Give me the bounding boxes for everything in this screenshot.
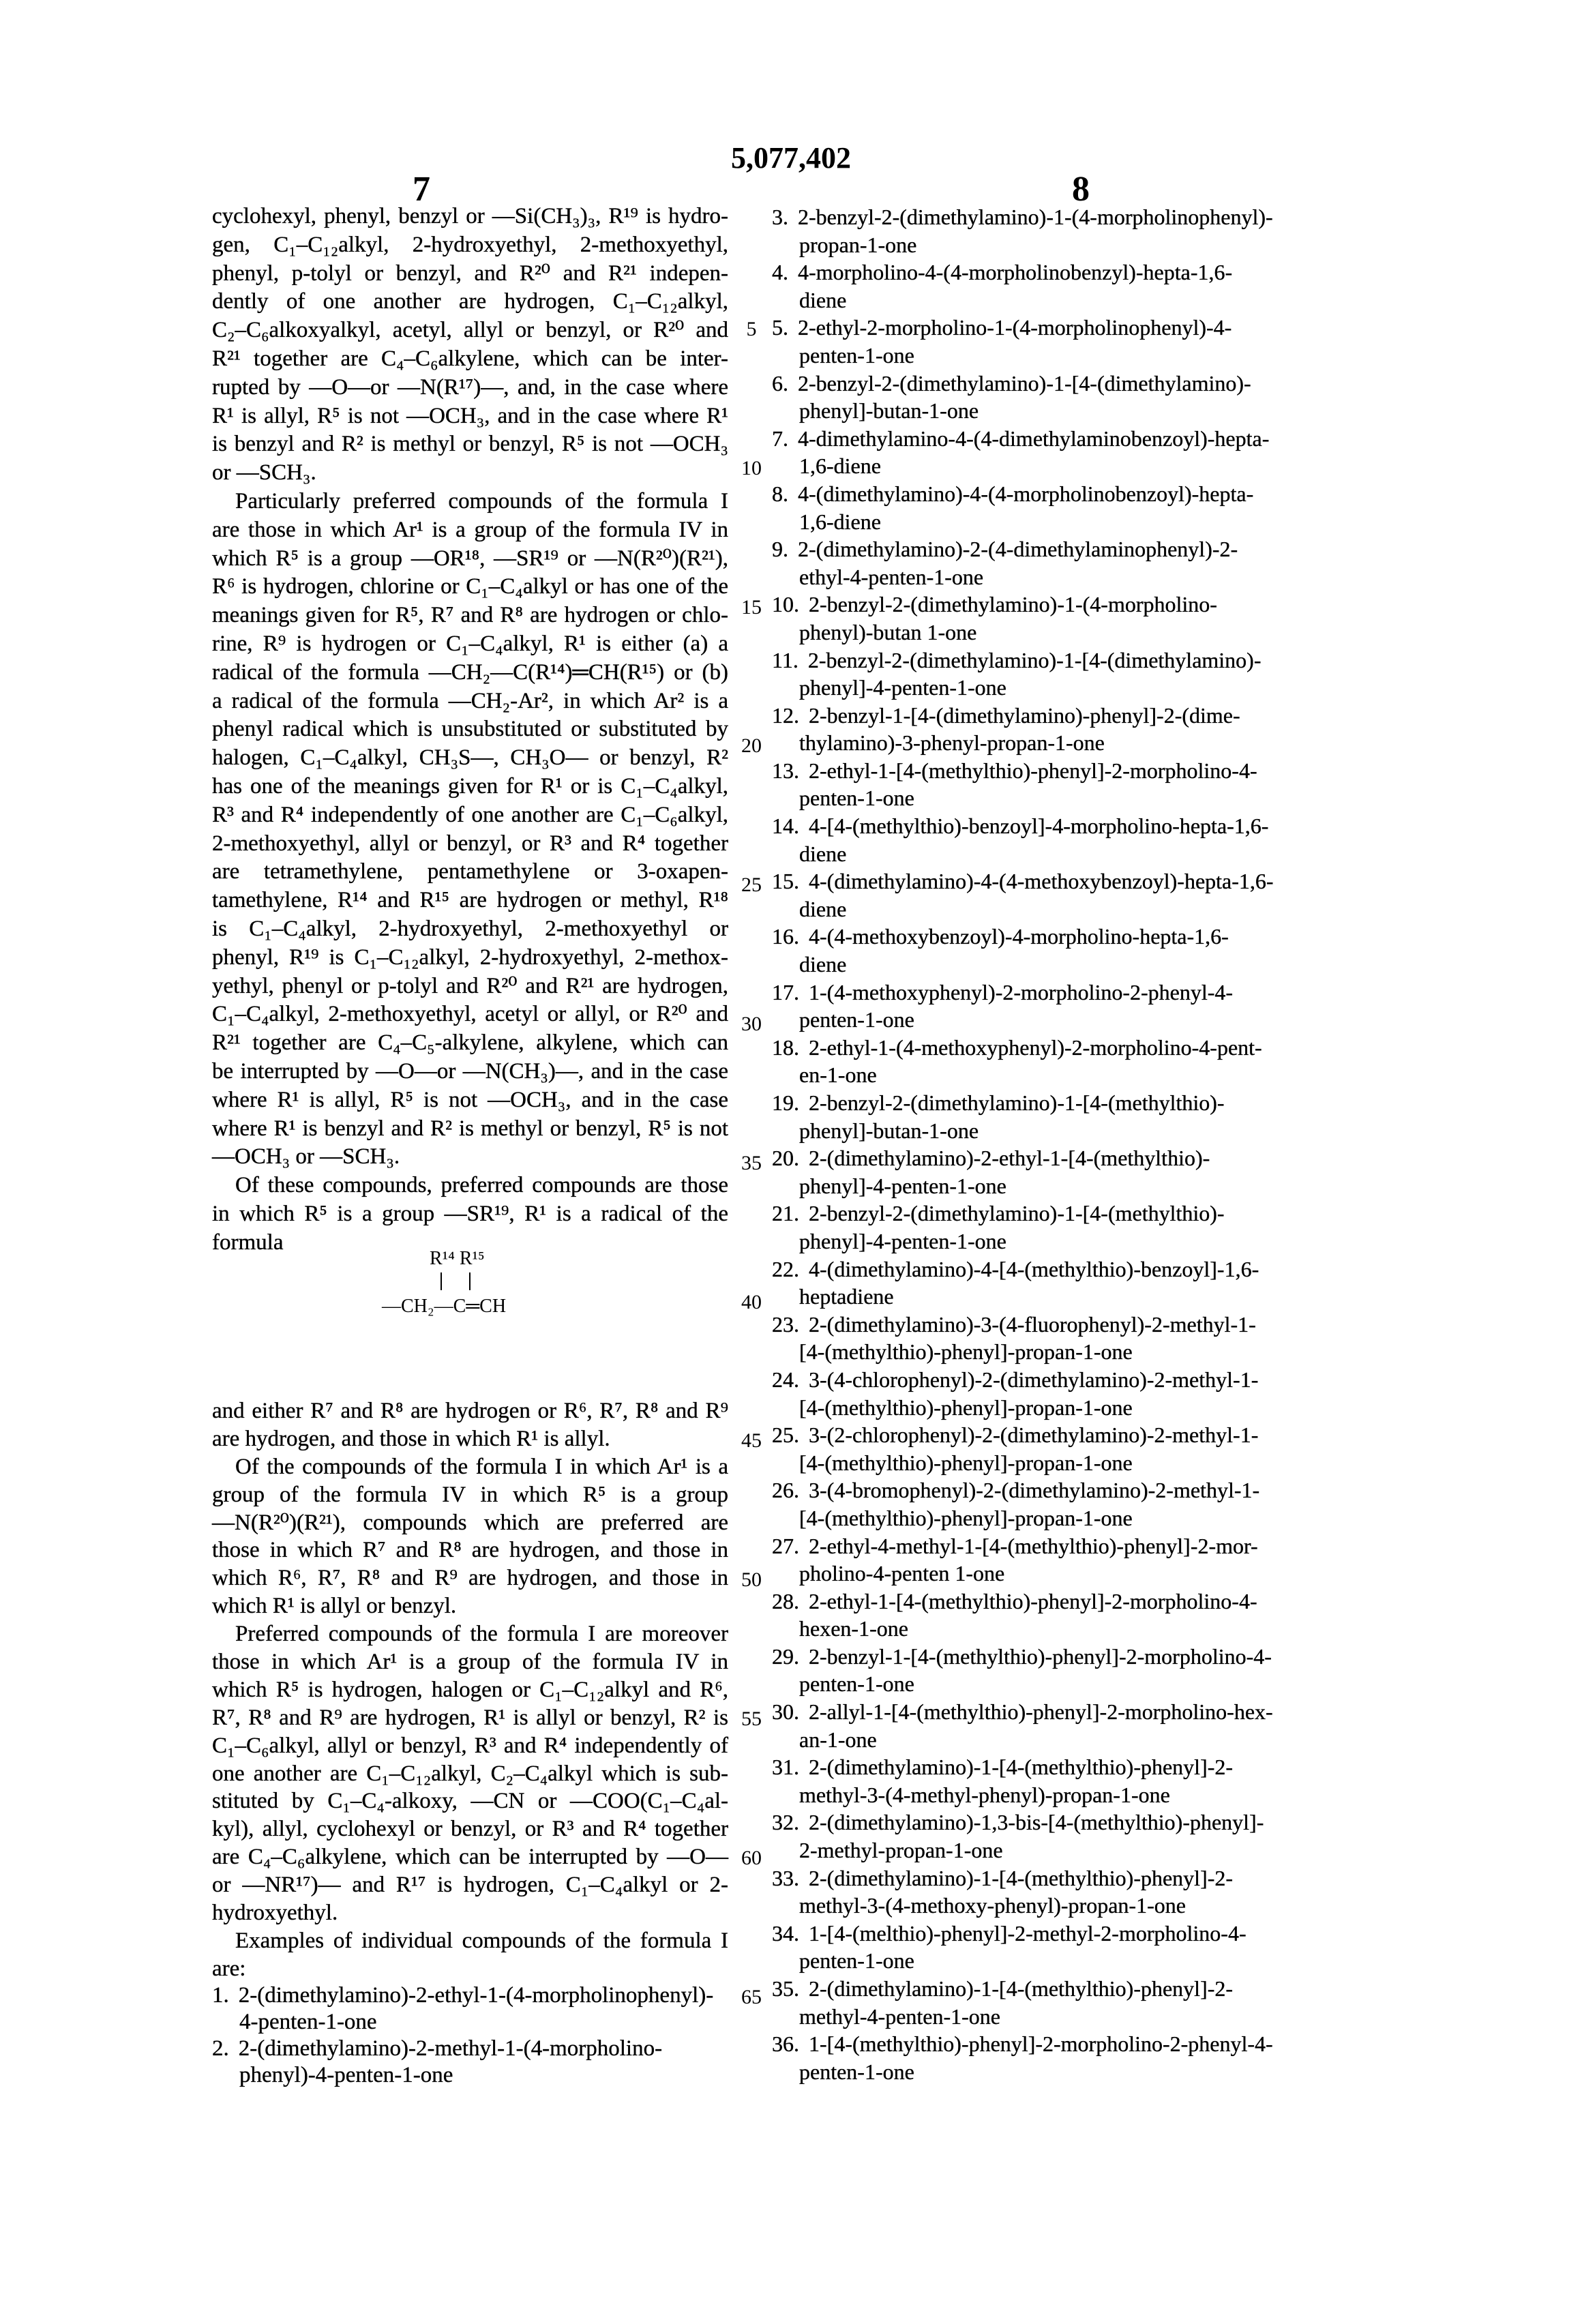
text-line: halogen, C₁–C₄alkyl, CH₃S—, CH₃O— or benzyl, R² — [212, 744, 728, 773]
example-continuation: [4-(methylthio)-phenyl]-propan-1-one — [772, 1449, 1377, 1477]
example-item — [772, 1588, 1377, 1643]
text-line: or —SCH₃. — [212, 459, 728, 488]
example-continuation: penten-1-one — [772, 2058, 1377, 2086]
example-continuation: heptadiene — [772, 1283, 1377, 1311]
example-number: 9. — [772, 535, 798, 563]
example-first-line — [772, 1698, 1377, 1726]
example-first-line — [772, 535, 1377, 563]
example-text: 4-(dimethylamino)-4-(4-morpholinobenzoyl)-hepta- — [798, 480, 1377, 508]
example-continuation: penten-1-one — [772, 342, 1377, 370]
example-first-line — [772, 1476, 1377, 1504]
example-item — [772, 1920, 1377, 1975]
example-first-line — [772, 1975, 1377, 2003]
example-continuation: 4-penten-1-one — [212, 2008, 728, 2036]
example-number: 8. — [772, 480, 798, 508]
example-first-line — [772, 979, 1377, 1007]
example-item — [212, 1983, 728, 2036]
formula-substituents: R¹⁴ R¹⁵ — [430, 1248, 485, 1270]
example-continuation: pholino-4-penten 1-one — [772, 1560, 1377, 1588]
text-line: R⁶ is hydrogen, chlorine or C₁–C₄alkyl or has one of the — [212, 573, 728, 601]
example-first-line — [772, 1920, 1377, 1948]
example-item — [772, 1366, 1377, 1421]
example-first-line — [772, 1421, 1377, 1449]
example-text: 2-benzyl-2-(dimethylamino)-1-[4-(dimethylamino)- — [808, 646, 1377, 674]
text-line: yethyl, phenyl or p-tolyl and R²⁰ and R²¹ are hydrogen, — [212, 972, 728, 1001]
example-first-line — [772, 1200, 1377, 1227]
example-first-line — [772, 425, 1377, 453]
example-text: 4-morpholino-4-(4-morpholinobenzyl)-hepta-1,6- — [798, 258, 1377, 286]
example-text: 2-(dimethylamino)-3-(4-fluorophenyl)-2-methyl-1- — [809, 1311, 1377, 1339]
example-continuation: diene — [772, 951, 1377, 979]
patent-number: 5,077,402 — [0, 140, 1582, 175]
example-item — [772, 1200, 1377, 1255]
text-line: has one of the meanings given for R¹ or is C₁–C₄alkyl, — [212, 773, 728, 801]
line-number: 25 — [738, 874, 765, 897]
left-column-text-bottom — [212, 1397, 728, 2089]
left-column-text-top — [212, 203, 728, 1257]
example-number: 16. — [772, 923, 809, 951]
text-line: tamethylene, R¹⁴ and R¹⁵ are hydrogen or methyl, R¹⁸ — [212, 887, 728, 915]
example-text: 2-(dimethylamino)-1,3-bis-[4-(methylthio)-phenyl]- — [809, 1808, 1377, 1836]
example-number: 34. — [772, 1920, 809, 1948]
example-text: 4-[4-(methylthio)-benzoyl]-4-morpholino-hepta-1,6- — [809, 812, 1377, 840]
example-first-line — [772, 1311, 1377, 1339]
text-line: where R¹ is allyl, R⁵ is not —OCH₃, and in the case — [212, 1086, 728, 1115]
example-item — [772, 1864, 1377, 1920]
example-continuation: penten-1-one — [772, 1670, 1377, 1698]
example-number: 13. — [772, 757, 809, 785]
example-continuation: 1,6-diene — [772, 508, 1377, 536]
example-item — [212, 2036, 728, 2089]
example-item — [772, 1643, 1377, 1698]
example-continuation: penten-1-one — [772, 1006, 1377, 1034]
example-first-line — [772, 1089, 1377, 1117]
example-item — [772, 1311, 1377, 1366]
example-continuation: propan-1-one — [772, 231, 1377, 259]
example-continuation: thylamino)-3-phenyl-propan-1-one — [772, 729, 1377, 757]
example-number: 18. — [772, 1034, 809, 1062]
example-continuation: methyl-3-(4-methyl-phenyl)-propan-1-one — [772, 1781, 1377, 1809]
example-continuation: phenyl]-butan-1-one — [772, 397, 1377, 425]
text-line: radical of the formula —CH₂—C(R¹⁴)═CH(R¹⁵) or (b) — [212, 659, 728, 687]
example-number: 27. — [772, 1532, 809, 1560]
example-first-line — [772, 1532, 1377, 1560]
text-line: Preferred compounds of the formula I are moreover — [212, 1620, 728, 1648]
example-item — [772, 1089, 1377, 1144]
text-line: or —NR¹⁷)— and R¹⁷ is hydrogen, C₁–C₄alkyl or 2- — [212, 1871, 728, 1899]
example-item — [772, 1255, 1377, 1311]
line-number: 30 — [738, 1013, 765, 1036]
example-text: 2-benzyl-1-[4-(dimethylamino)-phenyl]-2-(dime- — [809, 702, 1377, 730]
example-first-line — [772, 923, 1377, 951]
example-item — [772, 2030, 1377, 2085]
example-item — [772, 535, 1377, 591]
example-text: 2-(dimethylamino)-1-[4-(methylthio)-phenyl]-2- — [809, 1975, 1377, 2003]
text-line: rine, R⁹ is hydrogen or C₁–C₄alkyl, R¹ is either (a) a — [212, 630, 728, 659]
example-number: 11. — [772, 646, 808, 674]
example-item — [772, 702, 1377, 757]
text-line: kyl), allyl, cyclohexyl or benzyl, or R³ and R⁴ together — [212, 1815, 728, 1843]
example-item — [772, 1808, 1377, 1864]
example-item — [772, 314, 1377, 369]
example-continuation: ethyl-4-penten-1-one — [772, 563, 1377, 591]
text-line: Particularly preferred compounds of the formula I — [212, 488, 728, 516]
example-number: 28. — [772, 1588, 809, 1615]
example-number: 21. — [772, 1200, 809, 1227]
text-line: Examples of individual compounds of the formula I — [212, 1927, 728, 1955]
example-item — [772, 1421, 1377, 1476]
example-first-line — [772, 1588, 1377, 1615]
example-text: 2-(dimethylamino)-2-(4-dimethylaminophenyl)-2- — [798, 535, 1377, 563]
example-continuation: 1,6-diene — [772, 452, 1377, 480]
example-continuation: [4-(methylthio)-phenyl]-propan-1-one — [772, 1338, 1377, 1366]
example-first-line — [212, 1983, 728, 2008]
line-number: 10 — [738, 457, 765, 480]
example-continuation: en-1-one — [772, 1061, 1377, 1089]
example-item — [772, 1698, 1377, 1753]
example-text: 4-(dimethylamino)-4-(4-methoxybenzoyl)-hepta-1,6- — [809, 867, 1377, 895]
example-item — [772, 1476, 1377, 1532]
text-line: a radical of the formula —CH₂-Ar², in which Ar² is a — [212, 687, 728, 716]
line-number: 15 — [738, 596, 765, 619]
example-number: 26. — [772, 1476, 809, 1504]
text-line: R¹ is allyl, R⁵ is not —OCH₃, and in the case where R¹ — [212, 402, 728, 431]
example-text: 4-(4-methoxybenzoyl)-4-morpholino-hepta-1,6- — [809, 923, 1377, 951]
text-line: gen, C₁–C₁₂alkyl, 2-hydroxyethyl, 2-methoxyethyl, — [212, 231, 728, 260]
text-line: C₁–C₆alkyl, allyl or benzyl, R³ and R⁴ independently of — [212, 1732, 728, 1760]
example-text: 3-(4-bromophenyl)-2-(dimethylamino)-2-methyl-1- — [809, 1476, 1377, 1504]
example-text: 1-(4-methoxyphenyl)-2-morpholino-2-phenyl-4- — [809, 979, 1377, 1007]
example-number: 19. — [772, 1089, 809, 1117]
example-continuation: methyl-4-penten-1-one — [772, 2003, 1377, 2031]
example-continuation: diene — [772, 286, 1377, 314]
example-first-line — [772, 591, 1377, 619]
example-first-line — [772, 1864, 1377, 1892]
example-number: 32. — [772, 1808, 809, 1836]
example-number: 23. — [772, 1311, 809, 1339]
example-text: 2-benzyl-1-[4-(methylthio)-phenyl]-2-morpholino-4- — [809, 1643, 1377, 1671]
example-number: 29. — [772, 1643, 809, 1671]
example-number: 33. — [772, 1864, 809, 1892]
text-line: phenyl, p-tolyl or benzyl, and R²⁰ and R²¹ indepen- — [212, 260, 728, 288]
example-number: 31. — [772, 1753, 809, 1781]
example-text: 2-(dimethylamino)-1-[4-(methylthio)-phenyl]-2- — [809, 1864, 1377, 1892]
text-line: Of these compounds, preferred compounds are those — [212, 1172, 728, 1200]
example-continuation: penten-1-one — [772, 1947, 1377, 1975]
text-line: those in which R⁷ and R⁸ are hydrogen, and those in — [212, 1536, 728, 1564]
example-number: 2. — [212, 2036, 239, 2061]
example-text: 3-(4-chlorophenyl)-2-(dimethylamino)-2-methyl-1- — [809, 1366, 1377, 1394]
example-continuation: phenyl)-butan 1-one — [772, 619, 1377, 646]
text-line: one another are C₁–C₁₂alkyl, C₂–C₄alkyl which is sub- — [212, 1760, 728, 1788]
text-line: C₂–C₆alkoxyalkyl, acetyl, allyl or benzyl, or R²⁰ and — [212, 316, 728, 345]
example-continuation: penten-1-one — [772, 784, 1377, 812]
line-number: 60 — [738, 1847, 765, 1870]
example-number: 25. — [772, 1421, 809, 1449]
example-item — [772, 867, 1377, 923]
example-text: 2-benzyl-2-(dimethylamino)-1-[4-(dimethylamino)- — [798, 370, 1377, 398]
text-line: those in which Ar¹ is a group of the formula IV in — [212, 1648, 728, 1676]
text-line: formula — [212, 1229, 728, 1257]
text-line: be interrupted by —O—or —N(CH₃)—, and in the case — [212, 1058, 728, 1086]
example-text: 2-ethyl-4-methyl-1-[4-(methylthio)-phenyl]-2-mor- — [809, 1532, 1377, 1560]
example-first-line — [772, 2030, 1377, 2058]
example-number: 12. — [772, 702, 809, 730]
text-line: C₁–C₄alkyl, 2-methoxyethyl, acetyl or allyl, or R²⁰ and — [212, 1000, 728, 1029]
line-number: 50 — [738, 1568, 765, 1592]
example-number: 24. — [772, 1366, 809, 1394]
example-first-line — [772, 370, 1377, 398]
line-number: 65 — [738, 1986, 765, 2009]
formula-bond — [469, 1272, 471, 1290]
example-item — [772, 591, 1377, 646]
example-continuation: phenyl]-4-penten-1-one — [772, 674, 1377, 702]
text-line: which R⁵ is a group —OR¹⁸, —SR¹⁹ or —N(R²⁰)(R²¹), — [212, 545, 728, 573]
example-text: 1-[4-(methylthio)-phenyl]-2-morpholino-2-phenyl-4- — [809, 2030, 1377, 2058]
text-line: —OCH₃ or —SCH₃. — [212, 1143, 728, 1172]
example-continuation: methyl-3-(4-methoxy-phenyl)-propan-1-one — [772, 1892, 1377, 1920]
text-line: R²¹ together are C₄–C₅-alkylene, alkylene, which can — [212, 1029, 728, 1058]
example-number: 35. — [772, 1975, 809, 2003]
text-line: are: — [212, 1955, 728, 1983]
example-number: 3. — [772, 203, 798, 231]
text-line: rupted by —O—or —N(R¹⁷)—, and, in the case where — [212, 374, 728, 402]
line-number: 35 — [738, 1152, 765, 1175]
text-line: 2-methoxyethyl, allyl or benzyl, or R³ and R⁴ together — [212, 830, 728, 859]
example-number: 30. — [772, 1698, 809, 1726]
text-line: which R⁵ is hydrogen, halogen or C₁–C₁₂alkyl and R⁶, — [212, 1676, 728, 1704]
example-item — [772, 923, 1377, 978]
example-first-line — [772, 812, 1377, 840]
example-number: 6. — [772, 370, 798, 398]
example-text: 2-benzyl-2-(dimethylamino)-1-(4-morpholino- — [809, 591, 1377, 619]
example-text: 2-benzyl-2-(dimethylamino)-1-[4-(methylthio)- — [809, 1089, 1377, 1117]
example-item — [772, 258, 1377, 314]
example-text: 2-(dimethylamino)-1-[4-(methylthio)-phenyl]-2- — [809, 1753, 1377, 1781]
example-text: 2-ethyl-1-[4-(methylthio)-phenyl]-2-morpholino-4- — [809, 1588, 1377, 1615]
example-number: 20. — [772, 1144, 809, 1172]
text-line: in which R⁵ is a group —SR¹⁹, R¹ is a radical of the — [212, 1200, 728, 1229]
text-line: phenyl, R¹⁹ is C₁–C₁₂alkyl, 2-hydroxyethyl, 2-methox- — [212, 944, 728, 972]
text-line: stituted by C₁–C₄-alkoxy, —CN or —COO(C₁–C₄al- — [212, 1787, 728, 1815]
example-first-line — [772, 1753, 1377, 1781]
text-line: which R¹ is allyl or benzyl. — [212, 1592, 728, 1620]
example-first-line — [772, 646, 1377, 674]
example-number: 14. — [772, 812, 809, 840]
example-text: 2-ethyl-1-(4-methoxyphenyl)-2-morpholino-4-pent- — [809, 1034, 1377, 1062]
example-continuation: hexen-1-one — [772, 1615, 1377, 1643]
example-first-line — [772, 1808, 1377, 1836]
example-item — [772, 1144, 1377, 1200]
example-first-line — [772, 757, 1377, 785]
example-number: 7. — [772, 425, 798, 453]
line-number: 20 — [738, 734, 765, 758]
example-item — [772, 480, 1377, 535]
example-text: 2-ethyl-2-morpholino-1-(4-morpholinophenyl)-4- — [798, 314, 1377, 342]
text-line: —N(R²⁰)(R²¹), compounds which are preferred are — [212, 1509, 728, 1537]
text-line: hydroxyethyl. — [212, 1899, 728, 1927]
formula-main-chain: —CH₂—C═CH — [382, 1296, 506, 1317]
example-item — [772, 370, 1377, 425]
example-first-line — [772, 1366, 1377, 1394]
example-continuation: 2-methyl-propan-1-one — [772, 1836, 1377, 1864]
example-number: 15. — [772, 867, 809, 895]
example-first-line — [772, 1643, 1377, 1671]
example-text: 2-(dimethylamino)-2-ethyl-1-(4-morpholinophenyl)- — [239, 1983, 728, 2008]
example-first-line — [772, 203, 1377, 231]
example-first-line — [772, 314, 1377, 342]
example-first-line — [212, 2036, 728, 2061]
example-item — [772, 757, 1377, 812]
text-line: R⁷, R⁸ and R⁹ are hydrogen, R¹ is allyl or benzyl, R² is — [212, 1704, 728, 1732]
example-item — [772, 1753, 1377, 1808]
example-text: 2-(dimethylamino)-2-ethyl-1-[4-(methylthio)- — [809, 1144, 1377, 1172]
example-item — [772, 812, 1377, 867]
line-number: 5 — [738, 318, 765, 341]
text-line: R²¹ together are C₄–C₆alkylene, which can be inter- — [212, 345, 728, 374]
text-line: are those in which Ar¹ is a group of the formula IV in — [212, 516, 728, 545]
text-line: is C₁–C₄alkyl, 2-hydroxyethyl, 2-methoxyethyl or — [212, 915, 728, 944]
example-text: 2-benzyl-2-(dimethylamino)-1-[4-(methylthio)- — [809, 1200, 1377, 1227]
text-line: Of the compounds of the formula I in which Ar¹ is a — [212, 1453, 728, 1481]
text-line: are hydrogen, and those in which R¹ is allyl. — [212, 1425, 728, 1453]
example-text: 3-(2-chlorophenyl)-2-(dimethylamino)-2-methyl-1- — [809, 1421, 1377, 1449]
example-continuation: diene — [772, 895, 1377, 923]
example-first-line — [772, 258, 1377, 286]
text-line: where R¹ is benzyl and R² is methyl or benzyl, R⁵ is not — [212, 1115, 728, 1144]
example-number: 17. — [772, 979, 809, 1007]
text-line: and either R⁷ and R⁸ are hydrogen or R⁶, R⁷, R⁸ and R⁹ — [212, 1397, 728, 1425]
example-first-line — [772, 1034, 1377, 1062]
text-line: are tetramethylene, pentamethylene or 3-oxapen- — [212, 858, 728, 887]
example-text: 2-ethyl-1-[4-(methylthio)-phenyl]-2-morpholino-4- — [809, 757, 1377, 785]
text-line: group of the formula IV in which R⁵ is a group — [212, 1481, 728, 1509]
example-number: 10. — [772, 591, 809, 619]
text-line: R³ and R⁴ independently of one another are C₁–C₆alkyl, — [212, 801, 728, 830]
example-item — [772, 425, 1377, 480]
example-continuation: phenyl]-butan-1-one — [772, 1117, 1377, 1145]
example-item — [772, 1034, 1377, 1089]
formula-bond — [441, 1272, 442, 1290]
text-line: which R⁶, R⁷, R⁸ and R⁹ are hydrogen, and those in — [212, 1564, 728, 1592]
text-line: dently of one another are hydrogen, C₁–C₁₂alkyl, — [212, 288, 728, 316]
example-text: 1-[4-(melthio)-phenyl]-2-methyl-2-morpholino-4- — [809, 1920, 1377, 1948]
text-line: meanings given for R⁵, R⁷ and R⁸ are hydrogen or chlo- — [212, 601, 728, 630]
example-item — [772, 646, 1377, 702]
example-first-line — [772, 480, 1377, 508]
line-number: 55 — [738, 1708, 765, 1731]
line-number: 40 — [738, 1291, 765, 1314]
example-first-line — [772, 1144, 1377, 1172]
column-number-left: 7 — [413, 169, 430, 209]
example-continuation: [4-(methylthio)-phenyl]-propan-1-one — [772, 1394, 1377, 1422]
example-number: 5. — [772, 314, 798, 342]
right-column-examples — [772, 203, 1377, 2085]
example-item — [772, 1975, 1377, 2030]
example-item — [772, 203, 1377, 258]
example-text: 2-allyl-1-[4-(methylthio)-phenyl]-2-morpholino-hex- — [809, 1698, 1377, 1726]
example-text: 4-(dimethylamino)-4-[4-(methylthio)-benzoyl]-1,6- — [809, 1255, 1377, 1283]
example-text: 2-benzyl-2-(dimethylamino)-1-(4-morpholinophenyl)- — [798, 203, 1377, 231]
example-continuation: an-1-one — [772, 1726, 1377, 1754]
example-number: 36. — [772, 2030, 809, 2058]
example-continuation: diene — [772, 840, 1377, 868]
example-number: 22. — [772, 1255, 809, 1283]
line-number: 45 — [738, 1429, 765, 1452]
text-line: phenyl radical which is unsubstituted or substituted by — [212, 715, 728, 744]
example-continuation: phenyl)-4-penten-1-one — [212, 2061, 728, 2089]
example-first-line — [772, 1255, 1377, 1283]
example-item — [772, 979, 1377, 1034]
example-continuation: phenyl]-4-penten-1-one — [772, 1227, 1377, 1255]
text-line: is benzyl and R² is methyl or benzyl, R⁵ is not —OCH₃ — [212, 430, 728, 459]
example-first-line — [772, 702, 1377, 730]
example-continuation: [4-(methylthio)-phenyl]-propan-1-one — [772, 1504, 1377, 1532]
example-item — [772, 1532, 1377, 1588]
text-line: are C₄–C₆alkylene, which can be interrupted by —O— — [212, 1843, 728, 1871]
text-line: cyclohexyl, phenyl, benzyl or —Si(CH₃)₃, R¹⁹ is hydro- — [212, 203, 728, 231]
example-continuation: phenyl]-4-penten-1-one — [772, 1172, 1377, 1200]
example-first-line — [772, 867, 1377, 895]
example-number: 4. — [772, 258, 798, 286]
example-text: 4-dimethylamino-4-(4-dimethylaminobenzoyl)-hepta- — [798, 425, 1377, 453]
column-number-right: 8 — [1072, 169, 1090, 209]
example-number: 1. — [212, 1983, 239, 2008]
example-text: 2-(dimethylamino)-2-methyl-1-(4-morpholino- — [239, 2036, 728, 2061]
